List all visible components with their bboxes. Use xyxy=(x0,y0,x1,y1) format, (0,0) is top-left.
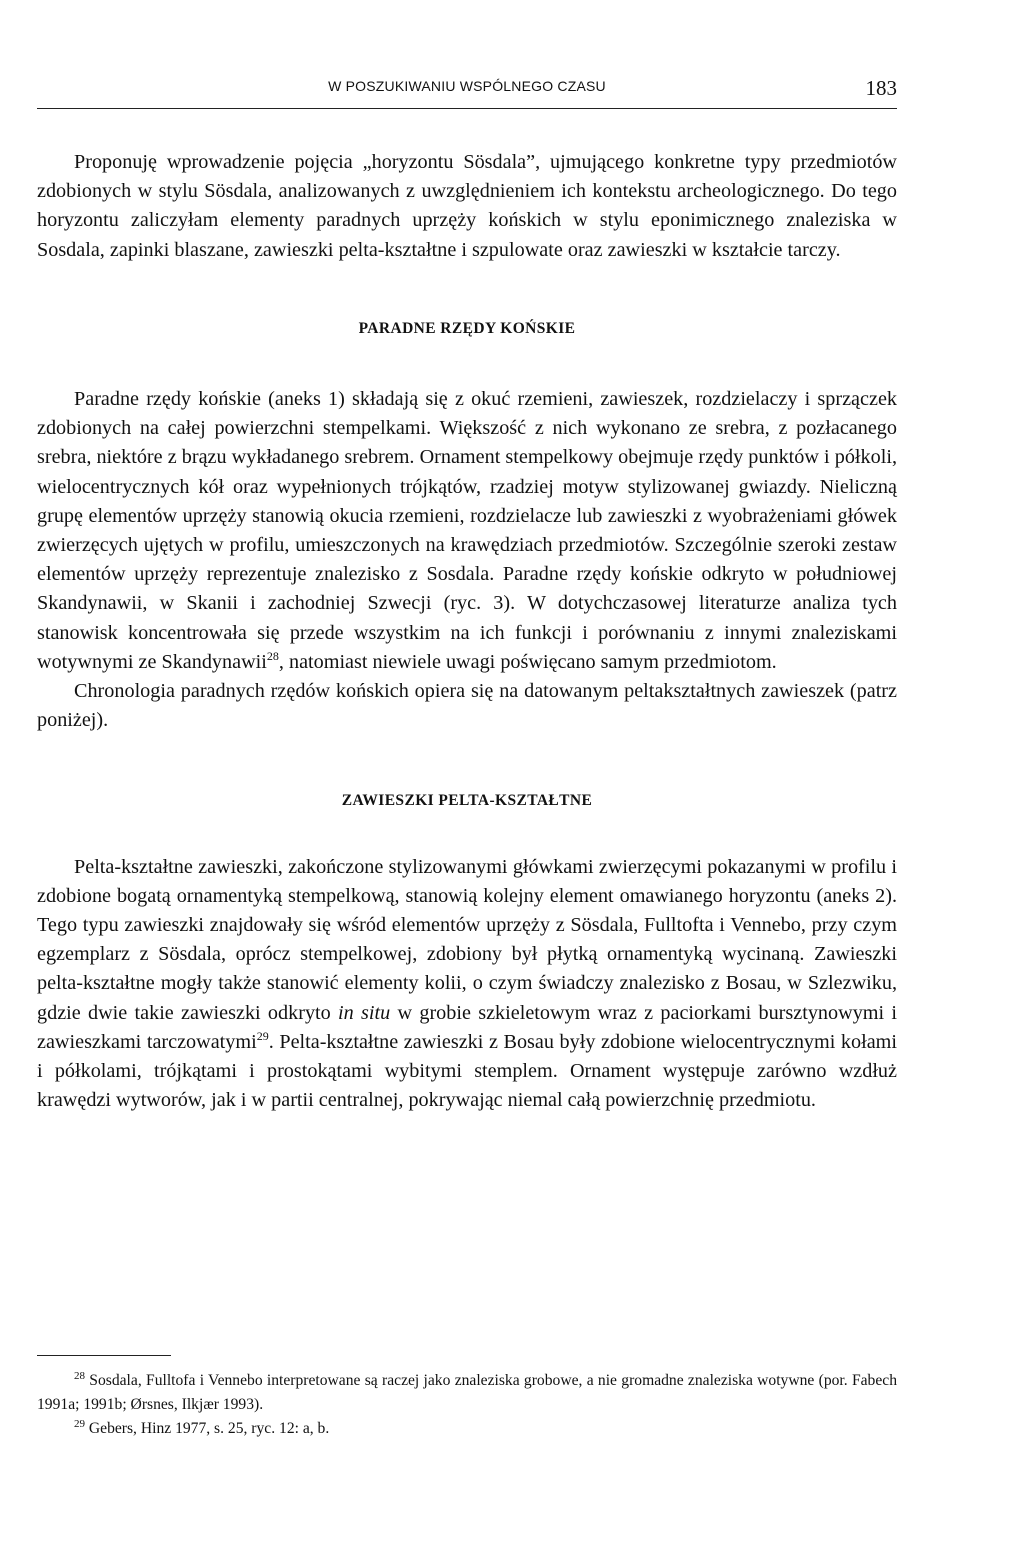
book-page xyxy=(37,0,897,1553)
page-number: 183 xyxy=(865,76,897,100)
pelta-pendants-paragraph xyxy=(37,853,897,1116)
footnote-marker: 28 xyxy=(74,1370,85,1382)
running-head: W POSZUKIWANIU WSPÓLNEGO CZASU xyxy=(328,78,606,94)
text-span: w grobie szkieletowym wraz z paciorkami bursztynowymi i zawieszkami tarczowatymi xyxy=(37,1001,897,1053)
text-span: Pelta-kształtne zawieszki, zakończone stylizowanymi główkami zwierzęcymi pokazanymi w profilu i zdobione bogatą ornamentyką stempelkową, stanowią kolejny element omawianego horyzontu (aneks 2). Tego typu zawieszki znajdowały się wśród elementów uprzęży z Sösdala, Fulltofta i Vennebo, przy czym egzemplarz z Sösdala, oprócz stempelkowej, zdobiony był płytką ornamentyką wycinaną. Zawieszki pelta-kształtne mogły także stanowić elementy kolii, o czym świadczy znalezisko z Bosau, w Szlezwiku, gdzie dwie takie zawieszki odkryto xyxy=(37,855,897,1024)
intro-paragraph: Proponuję wprowadzenie pojęcia „horyzontu Sösdala”, ujmującego konkretne typy przedmiotów zdobionych w stylu Sösdala, analizowanych z uwzględnieniem ich kontekstu archeologicznego. Do tego horyzontu zaliczyłam elementy paradnych uprzęży końskich w stylu eponimicznego znaleziska w Sosdala, zapinki blaszane, zawieszki pelta-kształtne i szpulowate oraz zawieszki w kształcie tarczy. xyxy=(37,151,897,261)
footnote-ref-29[interactable]: 29 xyxy=(256,1028,269,1043)
parade-harness-paragraph-1 xyxy=(37,385,897,677)
footnotes xyxy=(37,1369,897,1441)
footnote-29 xyxy=(37,1417,897,1441)
footnote-separator xyxy=(37,1355,171,1356)
footnote-marker: 29 xyxy=(74,1418,85,1430)
italic-term: in situ xyxy=(338,1001,391,1024)
text-span: Paradne rzędy końskie (aneks 1) składają się z okuć rzemieni, zawieszek, rozdzielaczy i sprzączek zdobionych na całej powierzchni stempelkami. Większość z nich wykonano ze srebra, z pozłacanego srebra, niektóre z brązu wykładanego srebrem. Ornament stempelkowy obejmuje rzędy punktów i półkoli, wielocentrycznych kół oraz wypełnionych trójkątów, rzadziej motyw stylizowanej gwiazdy. Nieliczną grupę elementów uprzęży stanowią okucia rzemieni, rozdzielacze lub zawieszki z wyobrażeniami główek zwierzęcych ujętych w profilu, umieszczonych na krawędziach przedmiotów. Szczególnie szeroki zestaw elementów uprzęży reprezentuje znalezisko z Sosdala. Paradne rzędy końskie odkryto w południowej Skandynawii, w Skanii i zachodniej Szwecji (ryc. 3). W dotychczasowej literaturze analiza tych stanowisk koncentrowała się przede wszystkim na ich funkcji i porównaniu z innymi znaleziskami wotywnymi ze Skandynawii xyxy=(37,388,897,673)
parade-harness-paragraph-2: Chronologia paradnych rzędów końskich opiera się na datowanym peltakształtnych zawieszek (patrz poniżej). xyxy=(37,680,897,732)
footnote-text: Sosdala, Fulltofa i Vennebo interpretowane są raczej jako znaleziska grobowe, a nie gromadne znaleziska wotywne (por. Fabech 1991a; 1991b; Ørsnes, Ilkjær 1993). xyxy=(37,1372,897,1413)
text-span: . Pelta-kształtne zawieszki z Bosau były zdobione wielocentrycznymi kołami i półkolami, trójkątami i prostokątami wybitymi stemplem. Ornament występuje zarówno wzdłuż krawędzi wytworów, jak i w partii centralnej, pokrywając niemal całą powierzchnię przedmiotu. xyxy=(37,1030,897,1112)
footnote-28 xyxy=(37,1369,897,1417)
page-header xyxy=(37,74,897,109)
section-heading-parade-harness: PARADNE RZĘDY KOŃSKIE xyxy=(358,319,576,337)
section-heading-pelta-pendants: ZAWIESZKI PELTA-KSZTAŁTNE xyxy=(341,792,593,810)
footnote-text: Gebers, Hinz 1977, s. 25, ryc. 12: a, b. xyxy=(85,1420,330,1437)
main-text xyxy=(37,148,897,1115)
text-span: , natomiast niewiele uwagi poświęcano samym przedmiotom. xyxy=(278,650,777,673)
footnote-ref-28[interactable]: 28 xyxy=(266,648,279,663)
